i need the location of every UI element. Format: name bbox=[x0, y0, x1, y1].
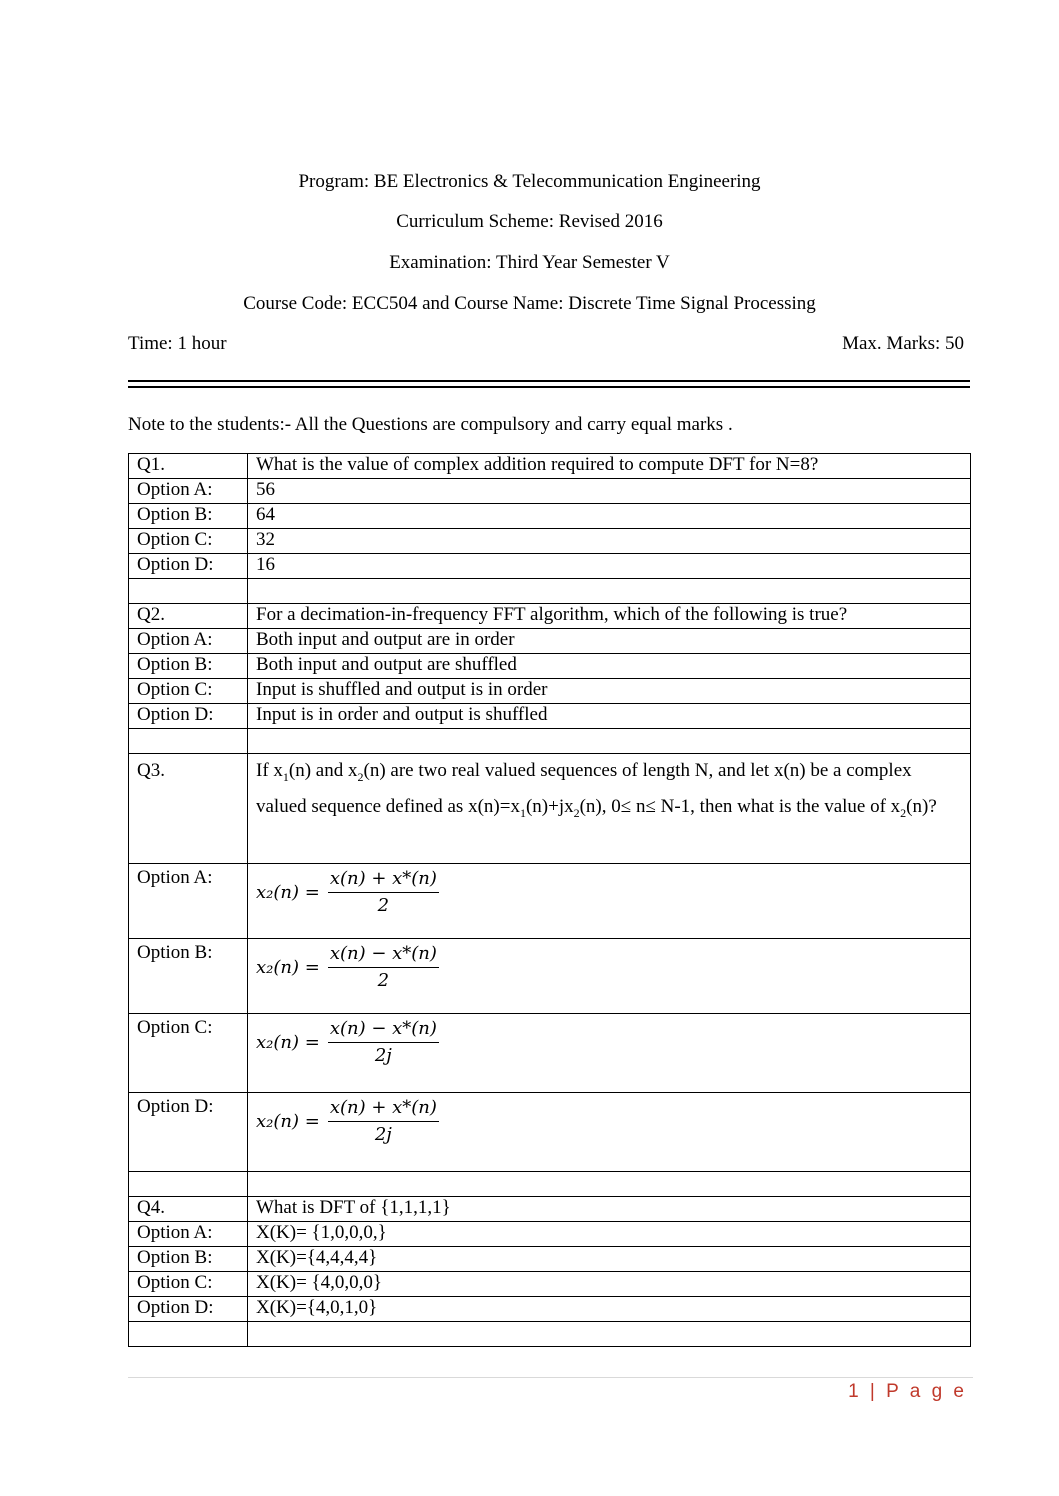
question-label: Q2. bbox=[129, 604, 248, 629]
question-label: Q3. bbox=[129, 754, 248, 864]
question-text: For a decimation-in-frequency FFT algorithm, which of the following is true? bbox=[248, 604, 971, 629]
option-row bbox=[129, 654, 971, 679]
option-text: 16 bbox=[248, 554, 971, 579]
subscript: 1 bbox=[282, 769, 289, 784]
header-divider bbox=[128, 380, 970, 388]
formula bbox=[256, 1093, 962, 1146]
option-label: Option C: bbox=[129, 529, 248, 554]
spacer-row bbox=[129, 1172, 971, 1197]
option-label: Option D: bbox=[129, 1297, 248, 1322]
formula-lhs: x₂(n) = bbox=[256, 1110, 320, 1132]
question-text-part: If x bbox=[256, 760, 283, 781]
option-label: Option A: bbox=[129, 1222, 248, 1247]
option-text: 32 bbox=[248, 529, 971, 554]
empty-cell bbox=[129, 579, 248, 604]
empty-cell bbox=[129, 729, 248, 754]
page-number: 1 | P a g e bbox=[848, 1381, 967, 1402]
option-label: Option B: bbox=[129, 504, 248, 529]
option-label: Option C: bbox=[129, 679, 248, 704]
option-label: Option B: bbox=[129, 654, 248, 679]
option-row bbox=[129, 1297, 971, 1322]
program-title: Program: BE Electronics & Telecommunication Engineering bbox=[298, 171, 761, 192]
question-text-part: (n) are two real valued sequences of length N, and let x(n) be a complex valued sequence defined as x(n)=x bbox=[256, 760, 912, 817]
option-formula bbox=[248, 939, 971, 1014]
option-text: Input is in order and output is shuffled bbox=[248, 704, 971, 729]
formula bbox=[256, 939, 962, 992]
fraction bbox=[328, 1018, 439, 1067]
option-row bbox=[129, 629, 971, 654]
fraction-numerator: x(n) + x*(n) bbox=[328, 1097, 439, 1122]
option-row bbox=[129, 529, 971, 554]
question-text: What is the value of complex addition required to compute DFT for N=8? bbox=[248, 454, 971, 479]
examination-title: Examination: Third Year Semester V bbox=[389, 252, 670, 273]
option-label: Option C: bbox=[129, 1014, 248, 1093]
option-text: X(K)= {1,0,0,0,} bbox=[248, 1222, 971, 1247]
question-label: Q4. bbox=[129, 1197, 248, 1222]
fraction bbox=[328, 868, 439, 917]
option-row bbox=[129, 554, 971, 579]
option-label: Option C: bbox=[129, 1272, 248, 1297]
option-label: Option A: bbox=[129, 864, 248, 939]
exam-duration: Time: 1 hour bbox=[128, 333, 227, 354]
footer-divider bbox=[128, 1377, 973, 1378]
option-text: Both input and output are in order bbox=[248, 629, 971, 654]
fraction bbox=[328, 1097, 439, 1146]
empty-cell bbox=[129, 1322, 248, 1347]
option-label: Option B: bbox=[129, 939, 248, 1014]
curriculum-scheme: Curriculum Scheme: Revised 2016 bbox=[396, 211, 663, 232]
option-row bbox=[129, 479, 971, 504]
option-row bbox=[129, 1247, 971, 1272]
option-label: Option D: bbox=[129, 1093, 248, 1172]
spacer-row bbox=[129, 729, 971, 754]
formula bbox=[256, 1014, 962, 1067]
question-text-part: (n), 0≤ n≤ N-1, then what is the value of x bbox=[579, 795, 901, 817]
formula bbox=[256, 864, 962, 917]
empty-cell bbox=[129, 1172, 248, 1197]
formula-lhs: x₂(n) = bbox=[256, 1031, 320, 1053]
question-row-q2 bbox=[129, 604, 971, 629]
fraction-numerator: x(n) + x*(n) bbox=[328, 868, 439, 893]
empty-cell bbox=[248, 729, 971, 754]
option-text: Both input and output are shuffled bbox=[248, 654, 971, 679]
option-row bbox=[129, 1014, 971, 1093]
fraction-denominator: 2 bbox=[377, 895, 390, 916]
question-text-part: (n)? bbox=[906, 795, 937, 817]
fraction-denominator: 2j bbox=[374, 1124, 392, 1145]
option-text: Input is shuffled and output is in order bbox=[248, 679, 971, 704]
option-label: Option D: bbox=[129, 554, 248, 579]
option-row bbox=[129, 704, 971, 729]
option-text: 64 bbox=[248, 504, 971, 529]
option-row bbox=[129, 939, 971, 1014]
max-marks: Max. Marks: 50 bbox=[842, 333, 964, 354]
option-formula bbox=[248, 1093, 971, 1172]
option-text: 56 bbox=[248, 479, 971, 504]
fraction-numerator: x(n) − x*(n) bbox=[328, 1018, 439, 1043]
question-row-q4 bbox=[129, 1197, 971, 1222]
option-row bbox=[129, 504, 971, 529]
option-row bbox=[129, 679, 971, 704]
question-row-q1 bbox=[129, 454, 971, 479]
option-row bbox=[129, 864, 971, 939]
question-row-q3 bbox=[129, 754, 971, 864]
spacer-row bbox=[129, 579, 971, 604]
question-text bbox=[248, 754, 971, 864]
student-note: Note to the students:- All the Questions are compulsory and carry equal marks . bbox=[128, 414, 733, 435]
option-label: Option B: bbox=[129, 1247, 248, 1272]
option-formula bbox=[248, 864, 971, 939]
empty-cell bbox=[248, 1322, 971, 1347]
option-text: X(K)= {4,0,0,0} bbox=[248, 1272, 971, 1297]
option-label: Option D: bbox=[129, 704, 248, 729]
subscript: 2 bbox=[900, 805, 907, 820]
fraction bbox=[328, 943, 439, 992]
fraction-denominator: 2 bbox=[377, 970, 390, 991]
option-text: X(K)={4,4,4,4} bbox=[248, 1247, 971, 1272]
fraction-numerator: x(n) − x*(n) bbox=[328, 943, 439, 968]
empty-cell bbox=[248, 1172, 971, 1197]
option-formula bbox=[248, 1014, 971, 1093]
option-text: X(K)={4,0,1,0} bbox=[248, 1297, 971, 1322]
formula-lhs: x₂(n) = bbox=[256, 956, 320, 978]
fraction-denominator: 2j bbox=[374, 1045, 392, 1066]
question-text-part: (n)+jx bbox=[525, 795, 574, 817]
subscript: 2 bbox=[573, 805, 580, 820]
question-text-part: (n) and x bbox=[288, 760, 358, 781]
empty-cell bbox=[248, 579, 971, 604]
subscript: 2 bbox=[357, 769, 364, 784]
option-label: Option A: bbox=[129, 629, 248, 654]
question-label: Q1. bbox=[129, 454, 248, 479]
formula-lhs: x₂(n) = bbox=[256, 881, 320, 903]
option-row bbox=[129, 1222, 971, 1247]
course-title: Course Code: ECC504 and Course Name: Discrete Time Signal Processing bbox=[243, 293, 816, 314]
question-table bbox=[128, 453, 971, 1347]
spacer-row bbox=[129, 1322, 971, 1347]
subscript: 1 bbox=[519, 805, 526, 820]
option-row bbox=[129, 1093, 971, 1172]
option-label: Option A: bbox=[129, 479, 248, 504]
question-text: What is DFT of {1,1,1,1} bbox=[248, 1197, 971, 1222]
option-row bbox=[129, 1272, 971, 1297]
